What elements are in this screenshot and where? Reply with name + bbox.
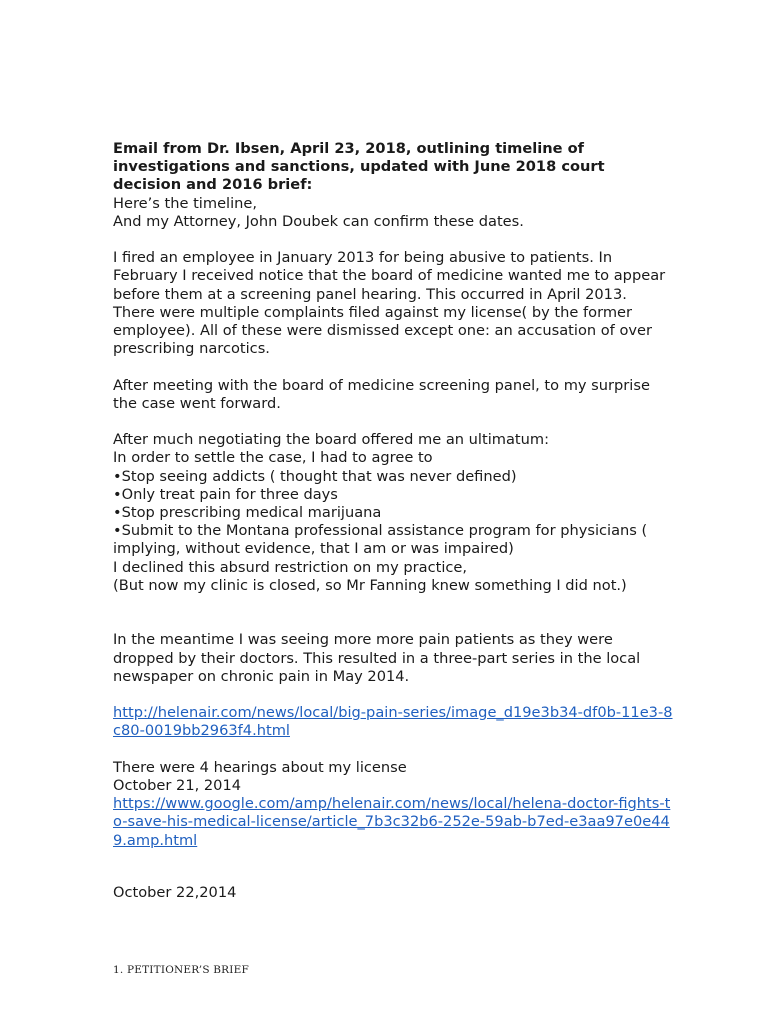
paragraph-employee: I fired an employee in January 2013 for being abusive to patients. In February I received notice that the board of medicine wanted me to appear before them at a screening panel hearing. This occurred in April 2013. There were multiple complaints filed against my license( by the former employee). All of these were dismissed except one: an accusation of over prescribing narcotics. bbox=[113, 249, 666, 358]
hearing-date: October 22,2014 bbox=[113, 883, 237, 901]
ultimatum-line: After much negotiating the board offered me an ultimatum: bbox=[113, 431, 550, 449]
paragraph-screening: After meeting with the board of medicine screening panel, to my surprise the case went forward. bbox=[113, 376, 650, 412]
ultimatum-bullet: •Only treat pain for three days bbox=[113, 485, 338, 503]
ultimatum-bullet: •Stop prescribing medical marijuana bbox=[113, 504, 382, 522]
document-title: Email from Dr. Ibsen, April 23, 2018, outlining timeline of investigations and sanctions, updated with June 2018 court decision and 2016 brief: bbox=[113, 140, 605, 194]
ultimatum-bullet: •Submit to the Montana professional assistance program for physicians ( implying, without evidence, that I am or was impaired) bbox=[113, 522, 648, 558]
ultimatum-line: I declined this absurd restriction on my practice, bbox=[113, 558, 468, 576]
hearings-intro: There were 4 hearings about my license bbox=[113, 758, 407, 776]
ultimatum-line: (But now my clinic is closed, so Mr Fanning knew something I did not.) bbox=[113, 576, 627, 594]
hearing-article-link[interactable]: https://www.google.com/amp/helenair.com/news/local/helena-doctor-fights-to-save-his-medical-license/article_7b3c32b6-252e-59ab-b7ed-e3aa97e0e449.amp.html bbox=[113, 795, 671, 849]
intro-line: Here’s the timeline, bbox=[113, 194, 258, 212]
footnote-heading: 1. PETITIONER’S BRIEF bbox=[113, 964, 249, 976]
ultimatum-bullet: •Stop seeing addicts ( thought that was never defined) bbox=[113, 467, 517, 485]
hearing-date: October 21, 2014 bbox=[113, 777, 242, 795]
intro-line: And my Attorney, John Doubek can confirm these dates. bbox=[113, 212, 524, 230]
document-body bbox=[113, 140, 673, 902]
paragraph-newspaper: In the meantime I was seeing more more pain patients as they were dropped by their doctors. This resulted in a three-part series in the local newspaper on chronic pain in May 2014. bbox=[113, 631, 641, 685]
newspaper-series-link[interactable]: http://helenair.com/news/local/big-pain-series/image_d19e3b34-df0b-11e3-8c80-0019bb2963f4.html bbox=[113, 704, 673, 740]
ultimatum-line: In order to settle the case, I had to agree to bbox=[113, 449, 433, 467]
